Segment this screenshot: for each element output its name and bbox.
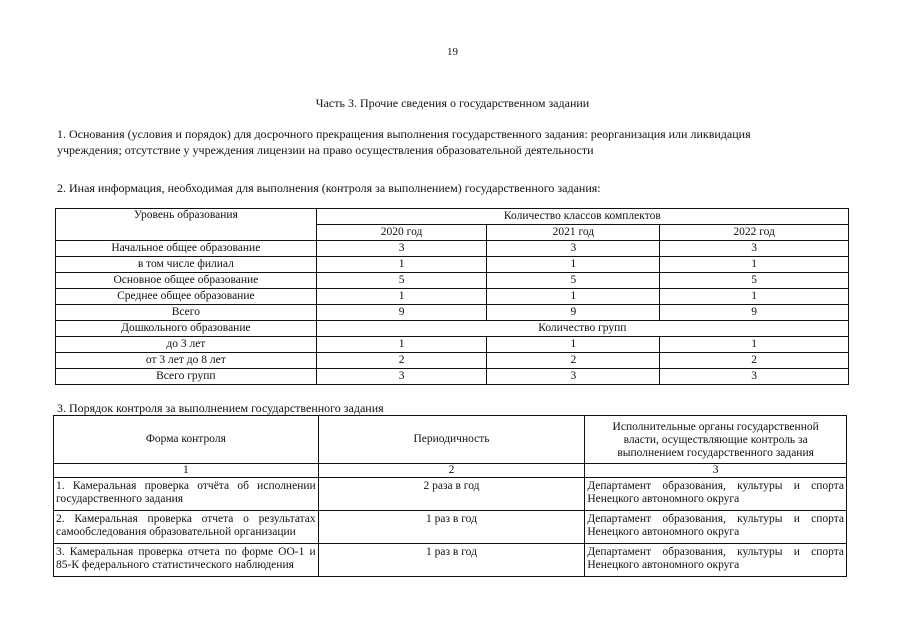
control-form xyxy=(54,478,319,511)
cell-value: 3 xyxy=(316,241,487,257)
year-header: 2022 год xyxy=(660,225,849,241)
col-period-header: Периодичность xyxy=(318,416,585,464)
cell-value: 3 xyxy=(660,369,849,385)
cell-value: 1 xyxy=(316,337,487,353)
table-row xyxy=(56,353,849,369)
cell-value: 1 xyxy=(660,337,849,353)
control-form-line: государственного задания xyxy=(56,493,184,505)
table-row xyxy=(56,305,849,321)
table-row xyxy=(56,257,849,273)
part-title: Часть 3. Прочие сведения о государственном задании xyxy=(315,96,590,110)
table-row xyxy=(56,273,849,289)
control-org-line: Департамент образования, культуры и спорта xyxy=(587,480,844,492)
cell-value: 2 xyxy=(316,353,487,369)
control-period: 1 раз в год xyxy=(318,511,585,544)
row-label: в том числе филиал xyxy=(56,257,317,273)
cell-value: 9 xyxy=(487,305,660,321)
control-org xyxy=(585,511,847,544)
control-form-line: 3. Камеральная проверка отчета по форме ОО-1 и xyxy=(56,546,316,558)
cell-value: 5 xyxy=(316,273,487,289)
col-org-header-line: Исполнительные органы государственной xyxy=(612,421,819,433)
groups-header: Количество групп xyxy=(316,321,848,337)
section1-text xyxy=(57,126,857,158)
control-form xyxy=(54,511,319,544)
control-form-line: самообследования образовательной организации xyxy=(56,526,296,538)
table-row xyxy=(56,369,849,385)
cell-value: 9 xyxy=(660,305,849,321)
table-row xyxy=(54,544,847,577)
cell-value: 2 xyxy=(660,353,849,369)
table-row xyxy=(56,337,849,353)
cell-value: 1 xyxy=(316,289,487,305)
cell-value: 3 xyxy=(487,369,660,385)
year-header: 2020 год xyxy=(316,225,487,241)
row-label: до 3 лет xyxy=(56,337,317,353)
cell-value: 1 xyxy=(660,289,849,305)
cell-value: 9 xyxy=(316,305,487,321)
col-number: 1 xyxy=(54,464,319,478)
col-number: 2 xyxy=(318,464,585,478)
cell-value: 1 xyxy=(487,337,660,353)
table-row xyxy=(54,478,847,511)
col-org-header-line: власти, осуществляющие контроль за xyxy=(623,434,808,446)
row-label: Начальное общее образование xyxy=(56,241,317,257)
table-row xyxy=(56,289,849,305)
control-org-line: Ненецкого автономного округа xyxy=(587,493,740,505)
control-form-line: 2. Камеральная проверка отчета о результатах xyxy=(56,513,316,525)
cell-value: 5 xyxy=(487,273,660,289)
col-number: 3 xyxy=(585,464,847,478)
cell-value: 3 xyxy=(660,241,849,257)
section1-line1: 1. Основания (условия и порядок) для досрочного прекращения выполнения государственного задания: реорганизация или ликвидация xyxy=(57,127,751,141)
row-label: от 3 лет до 8 лет xyxy=(56,353,317,369)
table-row xyxy=(56,241,849,257)
col-form-header: Форма контроля xyxy=(54,416,319,464)
year-header: 2021 год xyxy=(487,225,660,241)
table-row xyxy=(56,321,849,337)
col-classes-header: Количество классов комплектов xyxy=(316,209,848,225)
control-org xyxy=(585,478,847,511)
cell-value: 3 xyxy=(316,369,487,385)
control-org-line: Департамент образования, культуры и спорта xyxy=(587,513,844,525)
row-label: Среднее общее образование xyxy=(56,289,317,305)
cell-value: 3 xyxy=(487,241,660,257)
row-label: Дошкольного образование xyxy=(56,321,317,337)
education-levels-table xyxy=(55,208,849,385)
table-row xyxy=(54,511,847,544)
row-label: Основное общее образование xyxy=(56,273,317,289)
control-form-line: 85-К федерального статистического наблюдения xyxy=(56,559,294,571)
page-number: 19 xyxy=(447,46,458,58)
cell-value: 1 xyxy=(487,289,660,305)
row-label: Всего xyxy=(56,305,317,321)
section2-heading: 2. Иная информация, необходимая для выполнения (контроля за выполнением) государственного задания: xyxy=(57,181,601,195)
control-period: 2 раза в год xyxy=(318,478,585,511)
row-label: Всего групп xyxy=(56,369,317,385)
cell-value: 1 xyxy=(660,257,849,273)
cell-value: 1 xyxy=(316,257,487,273)
col-level-header: Уровень образования xyxy=(56,209,317,241)
control-form xyxy=(54,544,319,577)
col-org-header xyxy=(585,416,847,464)
section3-heading: 3. Порядок контроля за выполнением государственного задания xyxy=(57,401,384,415)
control-period: 1 раз в год xyxy=(318,544,585,577)
cell-value: 1 xyxy=(487,257,660,273)
col-org-header-line: выполнением государственного задания xyxy=(617,447,814,459)
control-org-line: Департамент образования, культуры и спорта xyxy=(587,546,844,558)
control-org xyxy=(585,544,847,577)
control-procedure-table xyxy=(53,415,847,577)
control-form-line: 1. Камеральная проверка отчёта об исполнении xyxy=(56,480,316,492)
control-org-line: Ненецкого автономного округа xyxy=(587,559,740,571)
cell-value: 2 xyxy=(487,353,660,369)
cell-value: 5 xyxy=(660,273,849,289)
control-org-line: Ненецкого автономного округа xyxy=(587,526,740,538)
section1-line2: учреждения; отсутствие у учреждения лицензии на право осуществления образовательной деятельности xyxy=(57,143,594,157)
